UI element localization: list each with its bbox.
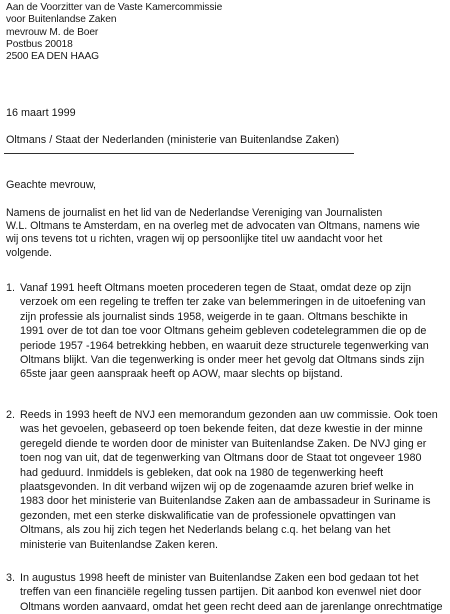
item-line: In augustus 1998 heeft de minister van Buitenlandse Zaken een bod gedaan tot het bbox=[20, 572, 419, 584]
item-line: treffen van een financiële regeling tussen partijen. Dit aanbod kon evenwel niet door bbox=[20, 586, 422, 599]
item-line: Oltmans, als zou hij zich tegen het Nederlands belang c.q. het belang van het bbox=[20, 524, 391, 537]
subject-underline bbox=[4, 153, 354, 154]
address-line: voor Buitenlandse Zaken bbox=[6, 14, 117, 26]
letter-subject: Oltmans / Staat der Nederlanden (ministerie van Buitenlandse Zaken) bbox=[6, 134, 340, 146]
item-line: plaatsgevonden. In dit verband wijzen wij op de zogenaamde azuren brief welke in bbox=[20, 481, 414, 494]
salutation: Geachte mevrouw, bbox=[6, 179, 97, 191]
item-line: Reeds in 1993 heeft de NVJ een memorandum gezonden aan uw commissie. Ook toen bbox=[20, 409, 438, 421]
item-line: 1991 over de tot dan toe voor Oltmans geheim gebleven codetelegrammen die op de bbox=[20, 325, 427, 338]
item-line: 1983 door het ministerie van Buitenlandse Zaken aan de ambassadeur in Suriname is bbox=[20, 495, 431, 508]
item-line: Vanaf 1991 heeft Oltmans moeten procederen tegen de Staat, omdat deze op zijn bbox=[20, 282, 412, 294]
item-number: 2. bbox=[6, 409, 16, 421]
intro-paragraph bbox=[6, 207, 420, 260]
item-line: toen nog van uit, dat de tegenwerking van Oltmans door de Staat tot ongeveer 1980 bbox=[20, 452, 422, 465]
intro-line: Namens de journalist en het lid van de Nederlandse Vereniging van Journalisten bbox=[6, 207, 383, 219]
intro-line: W.L. Oltmans te Amsterdam, en na overleg met de advocaten van Oltmans, namens wie bbox=[6, 220, 420, 233]
address-line: mevrouw M. de Boer bbox=[6, 26, 99, 38]
intro-line: wij ons tevens tot u richten, vragen wij op persoonlijke titel uw aandacht voor het bbox=[6, 233, 383, 246]
letter-date: 16 maart 1999 bbox=[6, 107, 76, 119]
intro-line: volgende. bbox=[6, 246, 52, 259]
item-line: Oltmans blijkt. Van die tegenwerking is onder meer het gevolg dat Oltmans sinds zijn bbox=[20, 354, 425, 367]
item-line: Oltmans worden aanvaard, omdat het geen recht deed aan de jarenlange onrechtmatige bbox=[20, 600, 443, 613]
item-line: had geduurd. Inmiddels is gebleken, dat ook na 1980 de tegenwerking heeft bbox=[20, 466, 384, 479]
address-line: Aan de Voorzitter van de Vaste Kamercommissie bbox=[6, 2, 223, 13]
recipient-address bbox=[6, 2, 222, 63]
item-body bbox=[20, 281, 429, 382]
item-line: was het gevoelen, gebaseerd op toen bekende feiten, dat deze kwestie in der minne bbox=[20, 423, 423, 436]
item-line: zijn professie als journalist sinds 1958, weigerde in te gaan. Oltmans beschikte in bbox=[20, 310, 408, 323]
item-number: 1. bbox=[6, 282, 16, 294]
item-number: 3. bbox=[6, 572, 16, 584]
item-line: gezonden, met een sterke diskwalificatie van de professionele opvattingen van bbox=[20, 509, 396, 522]
item-line: 65ste jaar geen aanspraak heeft op AOW, maar slechts op bijstand. bbox=[20, 368, 343, 381]
item-line: ministerie van Buitenlandse Zaken keren. bbox=[20, 538, 219, 551]
address-line: Postbus 20018 bbox=[6, 38, 73, 50]
item-line: periode 1957 -1964 betrekking hebben, en waaruit deze structurele tegenwerking van bbox=[20, 339, 429, 352]
item-body bbox=[20, 408, 438, 552]
item-line: verzoek om een regeling te treffen ter zake van belemmeringen in de uitoefening van bbox=[20, 296, 426, 309]
address-line: 2500 EA DEN HAAG bbox=[6, 51, 99, 63]
item-body bbox=[20, 571, 443, 614]
item-line: geregeld diende te worden door de minister van Buitenlandse Zaken. De NVJ ging er bbox=[20, 437, 427, 450]
